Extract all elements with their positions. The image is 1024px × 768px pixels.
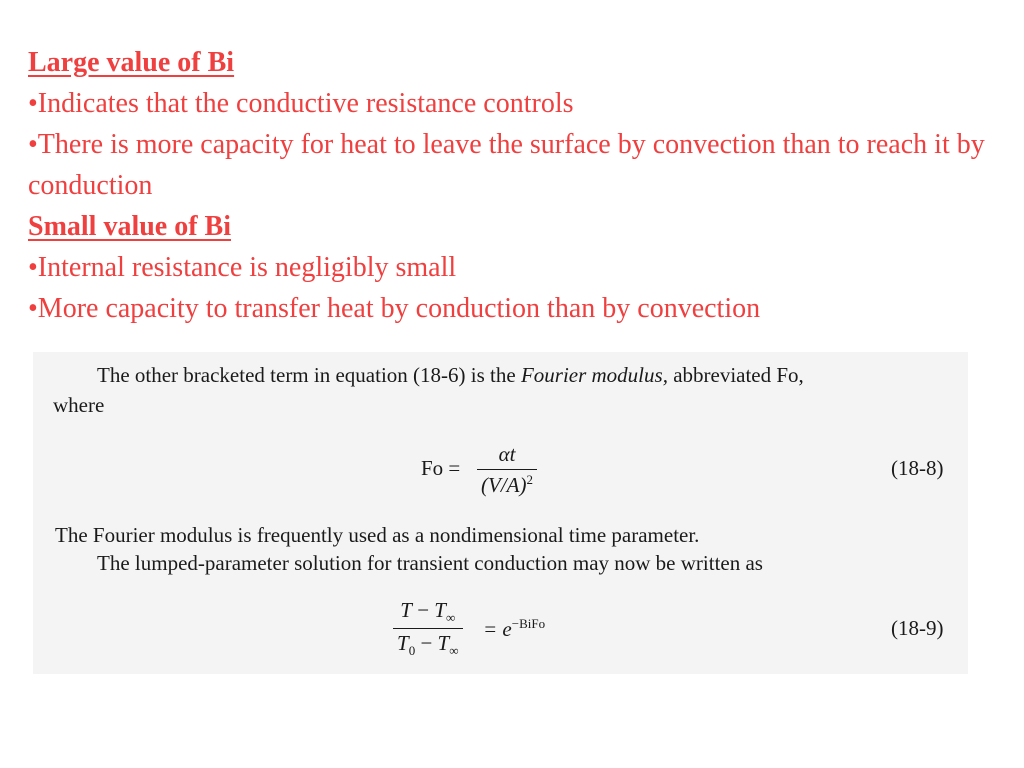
lumped-equation-rhs: = $e^{-BiFo}$ [483, 616, 546, 641]
fo-equation-denominator: (V/A) [481, 473, 527, 497]
large-bi-bullet-2: •There is more capacity for heat to leave the surface by convection than to reach it by conduction [28, 129, 985, 201]
large-bi-bullet-1: •Indicates that the conductive resistance controls [28, 88, 574, 119]
small-bi-heading: Small value of Bi [28, 211, 232, 242]
textbook-excerpt [33, 352, 968, 674]
fo-equation-lhs: Fo = [421, 456, 461, 480]
lumped-equation-fraction [393, 598, 463, 659]
fo-equation-numerator: αt [498, 442, 516, 466]
small-bi-bullet-2: •More capacity to transfer heat by conduction than by convection [28, 293, 761, 324]
lumped-equation-numerator: $T - T_\infty$ [400, 598, 456, 625]
excerpt-paragraph-2: The Fourier modulus is frequently used as a nondimensional time parameter. [55, 523, 700, 547]
excerpt-paragraph-3: The lumped-parameter solution for transient conduction may now be written as [97, 551, 763, 575]
lumped-equation-denominator: $T_0 - T_\infty$ [393, 628, 463, 659]
equation-number-18-8: (18-8) [891, 456, 944, 480]
equation-number-18-9: (18-9) [891, 616, 944, 640]
slide-text [28, 42, 1018, 329]
fo-equation-fraction [477, 442, 537, 498]
small-bi-bullet-1: •Internal resistance is negligibly small [28, 252, 457, 283]
excerpt-paragraph-1-line-2: where [53, 393, 105, 417]
fo-equation-exponent: 2 [526, 472, 533, 487]
large-bi-heading: Large value of Bi [28, 47, 235, 78]
excerpt-paragraph-1: The other bracketed term in equation (18-6) is the Fourier modulus, abbreviated Fo, [97, 363, 804, 387]
